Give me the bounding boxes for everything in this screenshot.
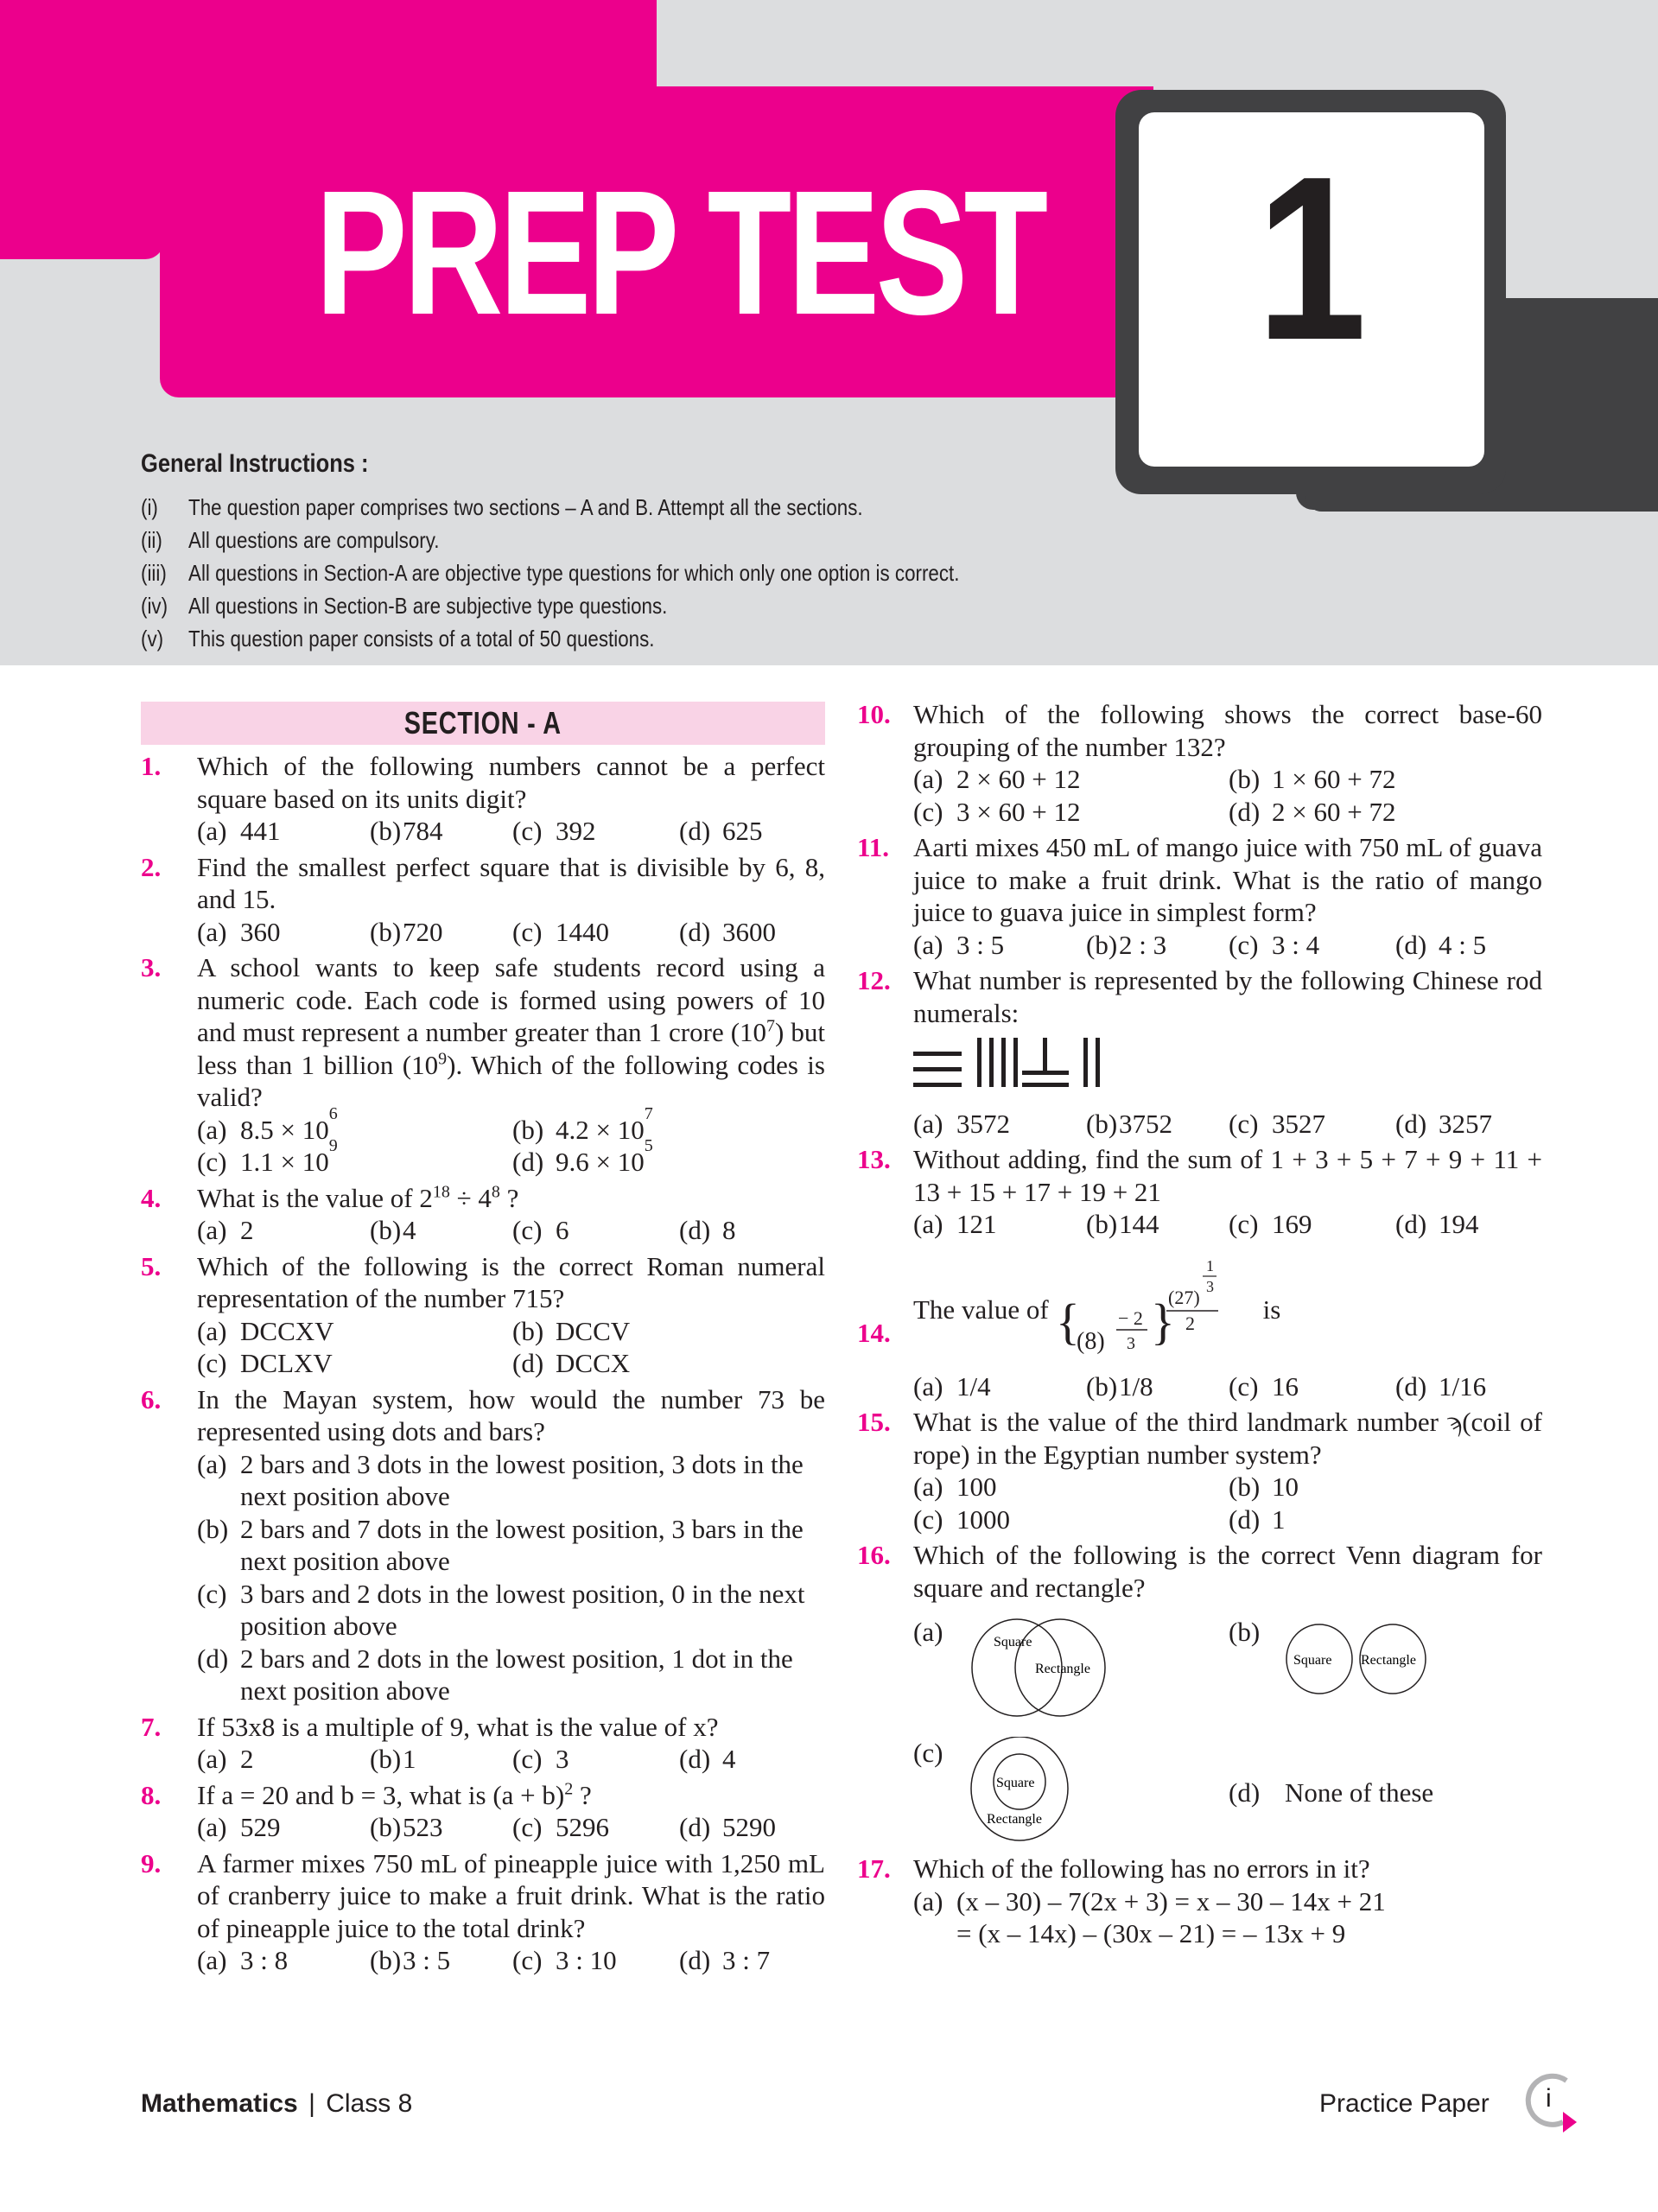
svg-text:Rectangle: Rectangle xyxy=(987,1812,1042,1827)
option-d[interactable]: (d) 3257 xyxy=(1395,1108,1492,1139)
svg-text:}: } xyxy=(1150,1293,1175,1350)
footer-subject: Mathematics | Class 8 xyxy=(141,2089,413,2118)
question-17: 17. Which of the following has no errors in it? (a) (x – 30) – 7(2x + 3) = x – 30 – 14x + 21 = (x – 14x) – (30x – 21) = – 13x + 9 xyxy=(857,1853,1542,1950)
option-b[interactable]: (b) 2 : 3 xyxy=(1086,929,1167,960)
svg-text:(8): (8) xyxy=(1076,1327,1105,1355)
option-a[interactable]: (a) 2 xyxy=(197,1744,254,1774)
question-text: Find the smallest perfect square that is divisible by 6, 8, and 15. xyxy=(197,851,825,914)
question-16: 16. Which of the following is the correct Venn diagram for square and rectangle? (a) Square Rectangle (b) Square Rectangle (c) Square Rectangle (d) None of these xyxy=(857,1539,1542,1849)
option-a[interactable]: (a) 2 bars and 3 dots in the lowest position, 3 dots in the next position above xyxy=(197,1448,804,1511)
option-b[interactable]: (b) 784 xyxy=(370,816,443,846)
question-text: Which of the following is the correct Roman numeral representation of the number 715? xyxy=(197,1250,825,1313)
option-a[interactable]: (a) 529 xyxy=(197,1812,281,1842)
option-a[interactable]: (a) 1/4 xyxy=(913,1370,991,1402)
question-text: The value of { (8) − 2 3 } (27) 1 3 2 is xyxy=(913,1258,1542,1362)
option-a[interactable]: (a) 8.5 × 10 6 xyxy=(197,1103,338,1145)
option-a[interactable]: (a) 3 : 5 xyxy=(913,929,1005,960)
svg-text:− 2: − 2 xyxy=(1117,1306,1143,1329)
svg-text:{: { xyxy=(1055,1293,1080,1350)
question-7: 7. If 53x8 is a multiple of 9, what is the value of x? (a) 2 (b) 1 (c) 3 (d) 4 xyxy=(141,1711,825,1776)
header-banner xyxy=(0,0,1658,665)
option-c[interactable]: (c) 169 xyxy=(1229,1209,1312,1239)
option-d[interactable]: (d) 8 xyxy=(679,1215,736,1245)
option-c[interactable]: (c) 1440 xyxy=(512,916,609,947)
option-b[interactable]: (b) 10 xyxy=(1229,1471,1299,1502)
question-14: 14. The value of { (8) − 2 3 } (27) 1 3 2 is (a) 1/4 (b) 1/8 (c) 16 (d) 1/16 xyxy=(857,1249,1542,1403)
option-a[interactable]: (a) 2 × 60 + 12 xyxy=(913,764,1081,794)
question-text: Which of the following shows the correct base-60 grouping of the number 132? xyxy=(913,699,1542,762)
general-instructions xyxy=(141,449,1093,655)
question-text: Which of the following is the correct Venn diagram for square and rectangle? xyxy=(913,1540,1542,1603)
option-d[interactable]: (d) 194 xyxy=(1395,1209,1479,1239)
option-b[interactable]: (b) 2 bars and 7 dots in the lowest position, 3 bars in the next position above xyxy=(197,1513,804,1576)
svg-text:1: 1 xyxy=(1205,1256,1214,1274)
instructions-title: General Instructions : xyxy=(141,449,369,478)
question-15: 15. What is the value of the third landmark number ϡ(coil of rope) in the Egyptian number system? (a) 100 (b) 10 (c) 1000 (d) 1 xyxy=(857,1407,1542,1535)
question-5: 5. Which of the following is the correct Roman numeral representation of the number 715? (a) DCCXV (b) DCCV (c) DCLXV (d) DCCX xyxy=(141,1250,825,1378)
page-number: i xyxy=(1546,2084,1552,2113)
question-11: 11. Aarti mixes 450 mL of mango juice with 750 mL of guava juice to make a fruit drink. What is the ratio of mango juice to guava juice in simplest form? (a) 3 : 5 (b) 2 : 3 (c) 3 : 4 (d) 4 : 5 xyxy=(857,832,1542,960)
option-a[interactable]: (a) Square Rectangle xyxy=(913,1616,1229,1737)
right-column xyxy=(857,698,1542,1954)
option-d[interactable]: (d) 3600 xyxy=(679,916,776,947)
question-text: A farmer mixes 750 mL of pineapple juice with 1,250 mL of cranberry juice to make a fruit drink. What is the ratio of pineapple juice to the total drink? xyxy=(197,1847,825,1943)
question-4: 4. What is the value of $2^{18} \div 4^8$ ? (a) 2 (b) 4 (c) 6 (d) 8 xyxy=(141,1182,825,1247)
option-d[interactable]: (d) 1 xyxy=(1229,1503,1286,1535)
question-13: 13. Without adding, find the sum of 1 + 3 + 5 + 7 + 9 + 11 + 13 + 15 + 17 + 19 + 21 (a) 121 (b) 144 (c) 169 (d) 194 xyxy=(857,1144,1542,1239)
question-text: Aarti mixes 450 mL of mango juice with 750 mL of guava juice to make a fruit drink. What is the ratio of mango juice to guava juice in simplest form? xyxy=(913,832,1542,927)
question-text: In the Mayan system, how would the number 73 be represented using dots and bars? xyxy=(197,1383,825,1446)
option-c[interactable]: (c) 1.1 × 10 9 xyxy=(197,1136,338,1177)
question-9: 9. A farmer mixes 750 mL of pineapple juice with 1,250 mL of cranberry juice to make a fruit drink. What is the ratio of pineapple juice to the total drink? (a) 3 : 8 (b) 3 : 5 (c) 3 : 10 (d) 3 : 7 xyxy=(141,1847,825,1975)
option-c[interactable]: (c) DCLXV xyxy=(197,1348,333,1378)
chinese-rod-numerals-figure xyxy=(913,1034,1138,1095)
svg-text:Square: Square xyxy=(994,1635,1032,1649)
option-c[interactable]: (c) 3527 xyxy=(1229,1108,1325,1139)
question-12: 12. What number is represented by the following Chinese rod numerals: (a) 3572 (b) 3752 (c) 3527 (d) 3257 xyxy=(857,965,1542,1139)
option-d[interactable]: (d) DCCX xyxy=(512,1348,631,1378)
svg-text:Square: Square xyxy=(1293,1653,1332,1668)
svg-text:2: 2 xyxy=(1185,1312,1195,1334)
test-number: 1 xyxy=(1256,129,1367,389)
question-text: Without adding, find the sum of 1 + 3 + 5 + 7 + 9 + 11 + 13 + 15 + 17 + 19 + 21 xyxy=(913,1144,1542,1207)
option-c[interactable]: (c) 16 xyxy=(1229,1370,1299,1402)
option-a[interactable]: (a) 121 xyxy=(913,1209,997,1239)
instruction-item: (iii) All questions in Section-A are objective type questions for which only one option is correct. xyxy=(141,560,960,586)
option-a[interactable]: (a) 3 : 8 xyxy=(197,1945,289,1975)
option-d[interactable]: (d) 3 : 7 xyxy=(679,1945,771,1975)
test-number-box xyxy=(1139,112,1484,467)
instruction-item: (i) The question paper comprises two sections – A and B. Attempt all the sections. xyxy=(141,494,863,520)
question-text: If 53x8 is a multiple of 9, what is the value of x? xyxy=(197,1711,719,1742)
venn-separate-figure xyxy=(1285,1616,1440,1719)
option-b[interactable]: (b) 1 xyxy=(370,1744,416,1774)
svg-text:Rectangle: Rectangle xyxy=(1035,1662,1090,1676)
svg-text:Rectangle: Rectangle xyxy=(1361,1653,1416,1668)
page-number-badge xyxy=(1525,2067,1577,2134)
option-b[interactable]: (b) 1/8 xyxy=(1086,1370,1153,1402)
option-a[interactable]: (a) 3572 xyxy=(913,1108,1010,1139)
question-2: 2. Find the smallest perfect square that is divisible by 6, 8, and 15. (a) 360 (b) 720 (c) 1440 (d) 3600 xyxy=(141,851,825,947)
option-b[interactable]: (b) 3752 xyxy=(1086,1108,1172,1139)
option-a[interactable]: (a) 441 xyxy=(197,816,281,846)
question-10: 10. Which of the following shows the correct base-60 grouping of the number 132? (a) 2 × 60 + 12 (b) 1 × 60 + 72 (c) 3 × 60 + 12 (d) 2 × 60 + 72 xyxy=(857,699,1542,827)
option-a[interactable]: (a) DCCXV xyxy=(197,1315,334,1346)
option-b[interactable]: (b) 1 × 60 + 72 xyxy=(1229,764,1396,794)
option-d[interactable]: (d) 9.6 × 10 5 xyxy=(512,1136,653,1177)
coil-of-rope-icon: ϡ xyxy=(1447,1407,1463,1437)
question-1: 1. Which of the following numbers cannot be a perfect square based on its units digit? (a) 441 (b) 784 (c) 392 (d) 625 xyxy=(141,751,825,846)
option-d[interactable]: (d) 625 xyxy=(679,816,763,846)
question-text: Which of the following has no errors in it? xyxy=(913,1853,1370,1884)
option-b[interactable]: (b) Square Rectangle xyxy=(1229,1616,1542,1737)
option-d[interactable]: (d) 2 bars and 2 dots in the lowest position, 1 dot in the next position above xyxy=(197,1643,793,1706)
question-text: What is the value of the third landmark number ϡ(coil of rope) in the Egyptian number system? xyxy=(913,1407,1542,1470)
svg-text:3: 3 xyxy=(1126,1333,1135,1353)
footer-practice-paper: Practice Paper xyxy=(1319,2089,1490,2118)
option-d[interactable]: (d) 1/16 xyxy=(1395,1370,1487,1402)
option-a[interactable]: (a) 2 xyxy=(197,1215,254,1245)
option-d[interactable]: (d) None of these xyxy=(1229,1777,1434,1808)
option-d[interactable]: (d) 4 : 5 xyxy=(1395,929,1487,960)
option-a[interactable]: (a) (x – 30) – 7(2x + 3) = x – 30 – 14x + 21 = (x – 14x) – (30x – 21) = – 13x + 9 xyxy=(913,1885,1386,1948)
option-c[interactable]: (c) 5296 xyxy=(512,1812,609,1842)
option-b[interactable]: (b) 4 xyxy=(370,1215,416,1245)
option-b[interactable]: (b) 523 xyxy=(370,1812,443,1842)
option-b[interactable]: (b) 4.2 × 10 7 xyxy=(512,1103,653,1145)
section-a-heading: SECTION - A xyxy=(141,702,825,745)
question-text: Which of the following numbers cannot be a perfect square based on its units digit? xyxy=(197,751,825,814)
option-b[interactable]: (b) 3 : 5 xyxy=(370,1945,451,1975)
option-a[interactable]: (a) 100 xyxy=(913,1471,997,1502)
option-a[interactable]: (a) 360 xyxy=(197,916,281,947)
question-8: 8. If a = 20 and b = 3, what is $(a + b)^2$ ? (a) 529 (b) 523 (c) 5296 (d) 5290 xyxy=(141,1779,825,1844)
option-b[interactable]: (b) 144 xyxy=(1086,1209,1159,1239)
option-d[interactable]: (d) 5290 xyxy=(679,1812,776,1842)
option-c[interactable]: (c) Square Rectangle xyxy=(913,1737,1229,1849)
option-c[interactable]: (c) 3 : 4 xyxy=(1229,929,1320,960)
option-c[interactable]: (c) 3 : 10 xyxy=(512,1945,617,1975)
question-text: What number is represented by the following Chinese rod numerals: xyxy=(913,965,1542,1028)
venn-overlapping-figure xyxy=(969,1616,1142,1719)
left-column xyxy=(141,702,825,1980)
venn-nested-figure xyxy=(969,1737,1090,1849)
option-c[interactable]: (c) 3 xyxy=(512,1744,569,1774)
svg-text:(27): (27) xyxy=(1167,1286,1200,1308)
question-3: 3. A school wants to keep safe students record using a numeric code. Each code is formed using powers of 10 and must represent a number greater than 1 crore $(10^7)$ but less than 1 billion $(10^9)$. Which of the following codes is valid? (a) 8.5 × 10 6 (b) 4.2 × 10 7 (c) 1.1 × 10 9 (d) 9.6 × 10 5 xyxy=(141,952,825,1177)
option-c[interactable]: (c) 1000 xyxy=(913,1503,1010,1535)
page-title: PREP TEST xyxy=(315,154,1045,352)
option-d[interactable]: (d) 4 xyxy=(679,1744,736,1774)
instruction-item: (v) This question paper consists of a total of 50 questions. xyxy=(141,626,655,652)
exponent-expression xyxy=(1056,1254,1255,1366)
svg-text:Square: Square xyxy=(996,1776,1035,1790)
instruction-item: (iv) All questions in Section-B are subjective type questions. xyxy=(141,593,668,619)
option-b[interactable]: (b) DCCV xyxy=(512,1315,631,1346)
option-b[interactable]: (b) 720 xyxy=(370,916,443,947)
instruction-item: (ii) All questions are compulsory. xyxy=(141,527,440,553)
question-text: A school wants to keep safe students record using a numeric code. Each code is formed using powers of 10 and must represent a number greater than 1 crore $(10^7)$ but less than 1 billion $(10^9)$. Which of the following codes is valid? xyxy=(197,952,825,1112)
banner-pink-shape xyxy=(0,86,164,259)
option-c[interactable]: (c) 3 bars and 2 dots in the lowest position, 0 in the next position above xyxy=(197,1578,805,1641)
option-c[interactable]: (c) 6 xyxy=(512,1215,569,1245)
option-d[interactable]: (d) 2 × 60 + 72 xyxy=(1229,796,1396,827)
option-c[interactable]: (c) 3 × 60 + 12 xyxy=(913,796,1081,827)
question-text: What is the value of $2^{18} \div 4^8$ ? xyxy=(197,1182,519,1213)
question-text: If a = 20 and b = 3, what is $(a + b)^2$ ? xyxy=(197,1779,592,1810)
arrow-icon xyxy=(1563,2112,1577,2133)
question-6: 6. In the Mayan system, how would the number 73 be represented using dots and bars? (a) 2 bars and 3 dots in the lowest position, 3 dots in the next position above (b) 2 bars and 7 dots in the lowest position, 3 bars in the next position above (c) 3 bars and 2 dots in the lowest position, 0 in the next position above (d) 2 bars and 2 dots in the lowest position, 1 dot in the next position above xyxy=(141,1383,825,1706)
option-c[interactable]: (c) 392 xyxy=(512,816,596,846)
svg-text:3: 3 xyxy=(1205,1277,1214,1295)
